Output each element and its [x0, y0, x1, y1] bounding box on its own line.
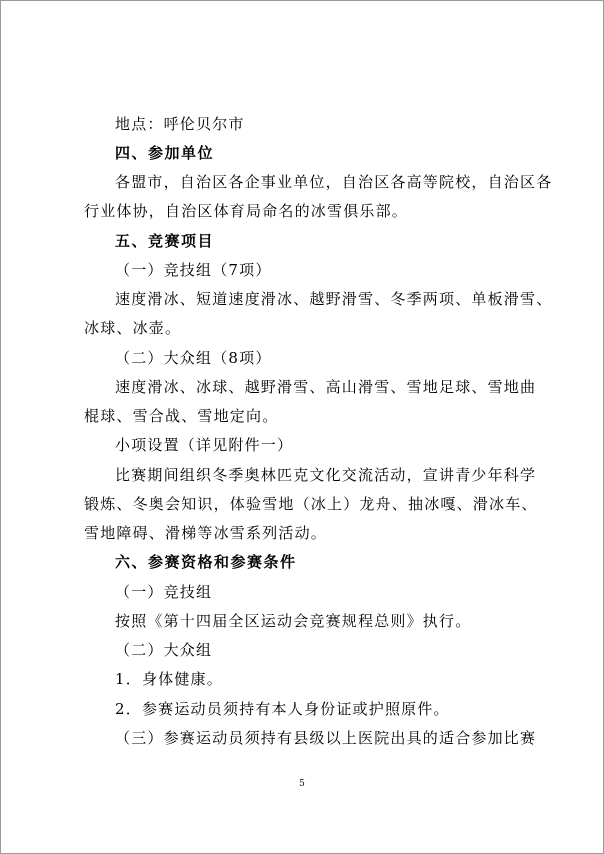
page-number: 5	[299, 779, 305, 789]
paragraph-line: 冰球、冰壶。	[84, 319, 182, 337]
paragraph-line: 速度滑冰、冰球、越野滑雪、高山滑雪、雪地足球、雪地曲	[115, 378, 537, 396]
paragraph-line: 行业体协，自治区体育局命名的冰雪俱乐部。	[84, 202, 409, 220]
section-heading-events: 五、竞赛项目	[115, 232, 215, 250]
section-heading-participants: 四、参加单位	[115, 144, 215, 162]
paragraph-line: 速度滑冰、短道速度滑冰、越野滑雪、冬季两项、单板滑雪、	[115, 290, 553, 308]
paragraph-line: 棍球、雪合战、雪地定向。	[84, 407, 279, 425]
list-item: 2．参赛运动员须持有本人身份证或护照原件。	[115, 700, 450, 718]
paragraph-line: 雪地障碍、滑梯等冰雪系列活动。	[84, 524, 328, 542]
paragraph-line: 比赛期间组织冬季奥林匹克文化交流活动，宣讲青少年科学	[115, 466, 537, 484]
subheading-competitive-group: （一）竞技组	[115, 583, 213, 601]
section-heading-eligibility: 六、参赛资格和参赛条件	[115, 553, 297, 571]
subheading-competitive-group: （一）竞技组（7项）	[115, 261, 272, 279]
subheading-public-group: （二）大众组	[115, 641, 213, 659]
paragraph-line: 锻炼、冬奥会知识，体验雪地（冰上）龙舟、抽冰嘎、滑冰车、	[84, 495, 538, 513]
list-item: 1．身体健康。	[115, 670, 223, 688]
venue-line: 地点：呼伦贝尔市	[115, 115, 245, 133]
paragraph-line: 按照《第十四届全区运动会竞赛规程总则》执行。	[115, 612, 472, 630]
paragraph-line: （三）参赛运动员须持有县级以上医院出具的适合参加比赛	[115, 729, 537, 747]
paragraph-line: 小项设置（详见附件一）	[115, 436, 294, 454]
paragraph-line: 各盟市，自治区各企事业单位，自治区各高等院校，自治区各	[115, 173, 553, 191]
subheading-public-group: （二）大众组（8项）	[115, 349, 272, 367]
